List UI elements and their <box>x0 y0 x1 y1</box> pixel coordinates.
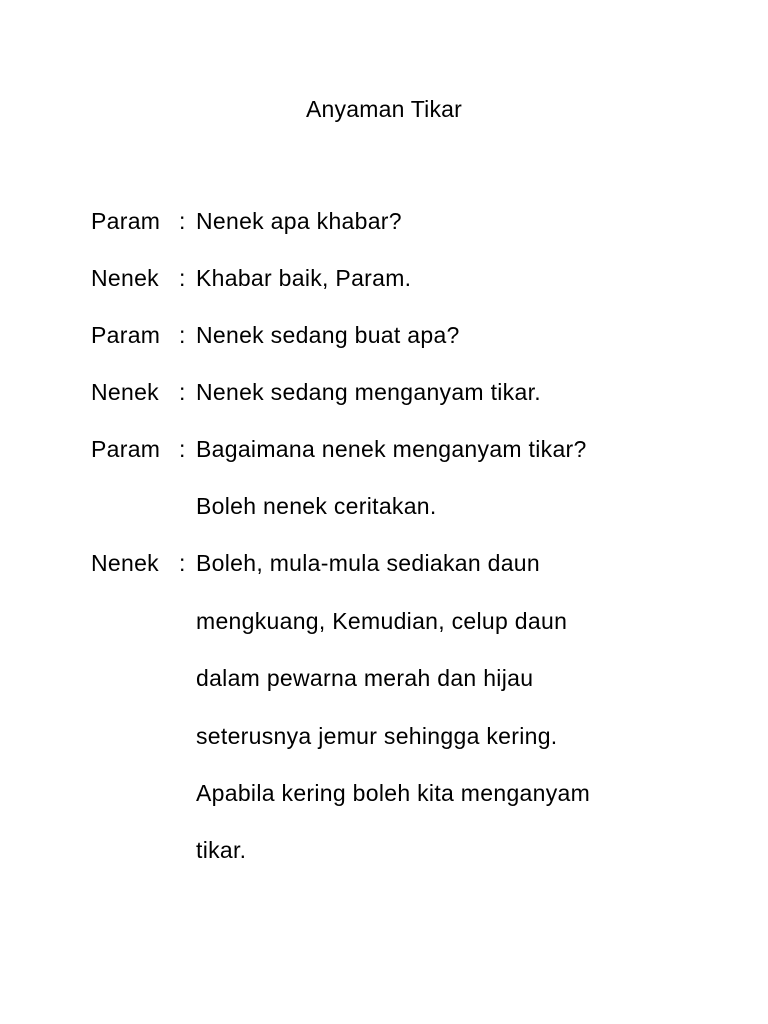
speech-line: Nenek apa khabar? <box>196 208 402 234</box>
dialogue-turn <box>91 378 731 407</box>
speech-text <box>196 264 731 293</box>
speaker-name: Param <box>91 436 161 462</box>
dialogue-turn <box>91 549 731 865</box>
speech-line: tikar. <box>196 837 247 864</box>
speech-line: Boleh nenek ceritakan. <box>196 493 437 520</box>
speech-line: Nenek sedang buat apa? <box>196 322 460 348</box>
speech-text <box>196 549 731 865</box>
speech-line: Boleh, mula-mula sediakan daun <box>196 550 540 577</box>
speech-line: Khabar baik, Param. <box>196 265 412 291</box>
speech-line: dalam pewarna merah dan hijau <box>196 665 534 692</box>
speech-text <box>196 321 731 350</box>
dialogue-turn <box>91 321 731 350</box>
speech-text <box>196 207 731 236</box>
dialogue-turn <box>91 435 731 521</box>
speech-line: seterusnya jemur sehingga kering. <box>196 722 558 749</box>
speech-line: Bagaimana nenek menganyam tikar? <box>196 436 587 462</box>
speech-text <box>196 435 731 521</box>
dialogue-turn <box>91 264 731 293</box>
dialogue <box>91 207 731 893</box>
speech-line: mengkuang, Kemudian, celup daun <box>196 607 568 634</box>
speaker-separator: : <box>179 265 186 291</box>
dialogue-turn <box>91 207 731 236</box>
speaker-separator: : <box>179 379 186 405</box>
speaker-name: Param <box>91 322 161 348</box>
speaker-separator: : <box>179 436 186 462</box>
speech-line: Nenek sedang menganyam tikar. <box>196 379 541 405</box>
speaker-name: Param <box>91 208 161 234</box>
document-title: Anyaman Tikar <box>306 96 462 122</box>
speaker-separator: : <box>179 550 186 577</box>
speech-line: Apabila kering boleh kita menganyam <box>196 779 591 806</box>
speech-text <box>196 378 731 407</box>
speaker-name: Nenek <box>91 379 159 405</box>
speaker-name: Nenek <box>91 265 159 291</box>
speaker-separator: : <box>179 322 186 348</box>
speaker-separator: : <box>179 208 186 234</box>
speaker-name: Nenek <box>91 550 159 577</box>
